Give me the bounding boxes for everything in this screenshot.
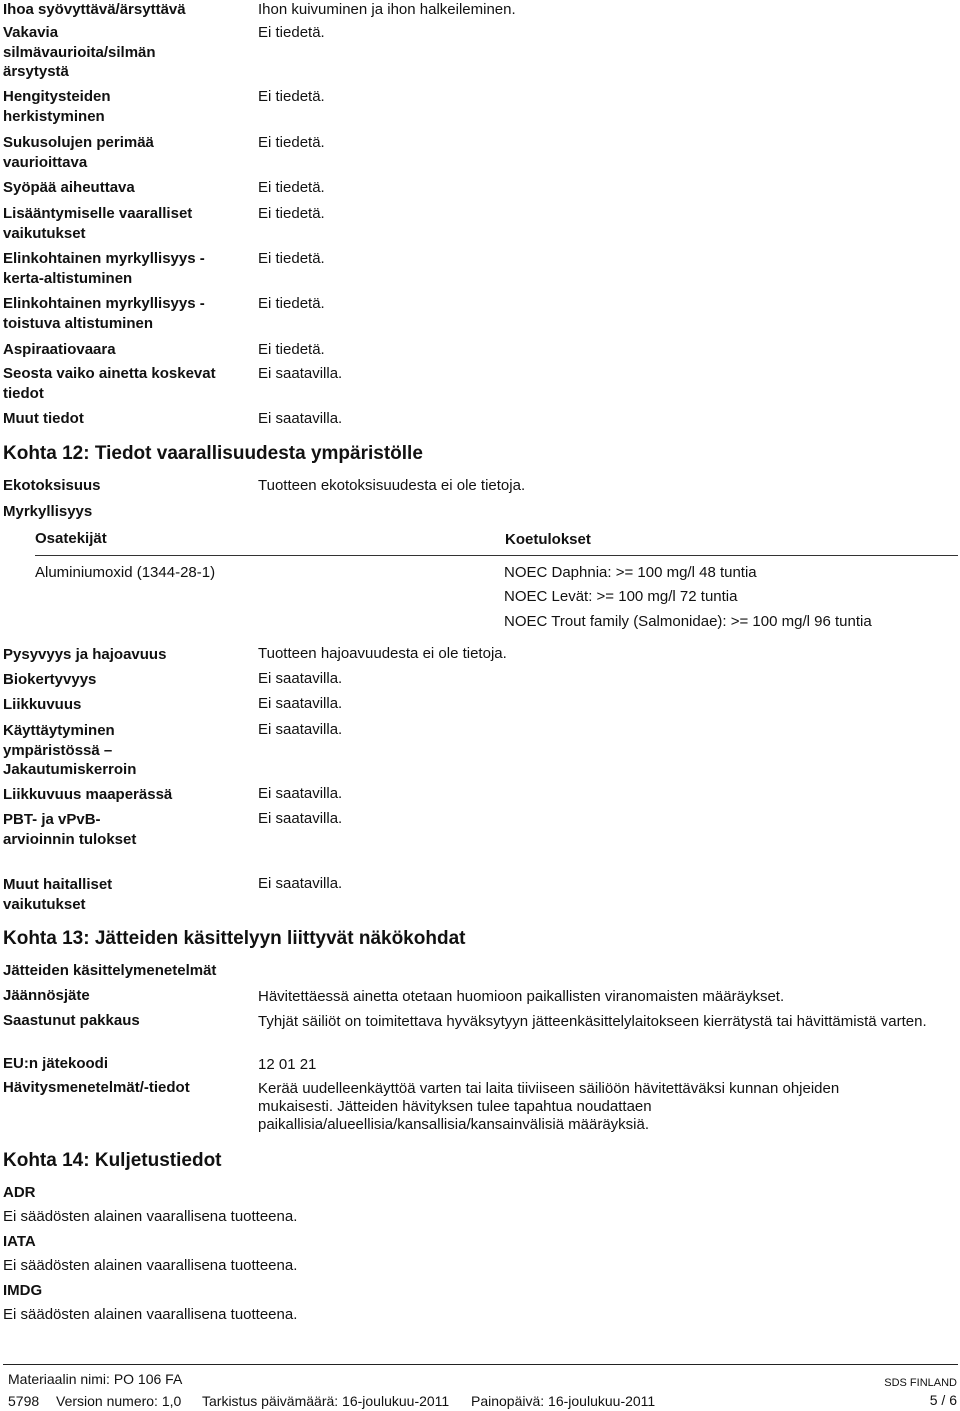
footer-print-date: Painopäivä: 16-joulukuu-2011 bbox=[471, 1393, 656, 1409]
env-label-pbt: PBT- ja vPvB-arvioinnin tulokset bbox=[3, 811, 137, 848]
table-result: NOEC Trout family (Salmonidae): >= 100 mg/l 96 tuntia bbox=[504, 613, 872, 630]
transport-value-adr: Ei säädösten alainen vaarallisena tuotteena. bbox=[3, 1208, 298, 1225]
health-value-stot-repeated: Ei tiedetä. bbox=[258, 295, 325, 312]
packaging-label: Saastunut pakkaus bbox=[3, 1012, 140, 1029]
health-label-other: Muut tiedot bbox=[3, 410, 84, 427]
table-result: NOEC Daphnia: >= 100 mg/l 48 tuntia bbox=[504, 564, 757, 581]
footer-doc-id: 5798 bbox=[8, 1393, 40, 1409]
transport-value-imdg: Ei säädösten alainen vaarallisena tuotteena. bbox=[3, 1306, 298, 1323]
ecotoxicity-value: Tuotteen ekotoksisuudesta ei ole tietoja. bbox=[258, 477, 526, 494]
footer-region: SDS FINLAND bbox=[884, 1377, 957, 1389]
env-label-bioaccumulation: Biokertyvyys bbox=[3, 671, 97, 688]
packaging-value: Tyhjät säiliöt on toimitettava hyväksytyyn jätteenkäsittelylaitokseen kierrätystä tai hävittämistä varten. bbox=[258, 1013, 927, 1030]
env-value-other-effects: Ei saatavilla. bbox=[258, 875, 343, 892]
env-value-mobility: Ei saatavilla. bbox=[258, 695, 343, 712]
health-label-aspiration: Aspiraatiovaara bbox=[3, 341, 116, 358]
env-label-partition: Käyttäytyminen ympäristössä – Jakautumiskerroin bbox=[3, 722, 137, 778]
residue-value: Hävitettäessä ainetta otetaan huomioon paikallisten viranomaisten määräykset. bbox=[258, 988, 785, 1005]
table-header-rule bbox=[35, 555, 958, 556]
health-value-stot-single: Ei tiedetä. bbox=[258, 250, 325, 267]
disposal-label: Hävitysmenetelmät/-tiedot bbox=[3, 1079, 190, 1096]
health-value-aspiration: Ei tiedetä. bbox=[258, 341, 325, 358]
table-component: Aluminiumoxid (1344-28-1) bbox=[35, 564, 216, 581]
section-12-heading: Kohta 12: Tiedot vaarallisuudesta ympäristölle bbox=[3, 443, 423, 464]
health-label-stot-repeated: Elinkohtainen myrkyllisyys - toistuva altistuminen bbox=[3, 295, 205, 332]
health-value-mutagenic: Ei tiedetä. bbox=[258, 134, 325, 151]
health-label-stot-single: Elinkohtainen myrkyllisyys - kerta-altistuminen bbox=[3, 250, 205, 287]
waste-code-value: 12 01 21 bbox=[258, 1056, 317, 1073]
health-value-mixture: Ei saatavilla. bbox=[258, 365, 343, 382]
ecotoxicity-label: Ekotoksisuus bbox=[3, 477, 101, 494]
table-result: NOEC Levät: >= 100 mg/l 72 tuntia bbox=[504, 588, 738, 605]
health-label-mixture: Seosta vaiko ainetta koskevat tiedot bbox=[3, 365, 216, 402]
env-value-partition: Ei saatavilla. bbox=[258, 721, 343, 738]
health-value-carcinogenic: Ei tiedetä. bbox=[258, 179, 325, 196]
health-label-reproductive: Lisääntymiselle vaaralliset vaikutukset bbox=[3, 205, 193, 242]
health-value-skin: Ihon kuivuminen ja ihon halkeileminen. bbox=[258, 1, 516, 18]
env-label-mobility: Liikkuvuus bbox=[3, 696, 82, 713]
env-label-soil-mobility: Liikkuvuus maaperässä bbox=[3, 786, 173, 803]
footer-review-date: Tarkistus päivämäärä: 16-joulukuu-2011 bbox=[202, 1393, 450, 1409]
transport-value-iata: Ei säädösten alainen vaarallisena tuotteena. bbox=[3, 1257, 298, 1274]
transport-label-iata: IATA bbox=[3, 1233, 36, 1250]
transport-label-adr: ADR bbox=[3, 1184, 36, 1201]
waste-code-label: EU:n jätekoodi bbox=[3, 1055, 109, 1072]
health-value-other: Ei saatavilla. bbox=[258, 410, 343, 427]
health-label-carcinogenic: Syöpää aiheuttava bbox=[3, 179, 135, 196]
table-header-results: Koetulokset bbox=[505, 531, 591, 548]
health-label-skin: Ihoa syövyttävä/ärsyttävä bbox=[3, 1, 186, 18]
disposal-value: Kerää uudelleenkäyttöä varten tai laita tiiviiseen säiliöön hävitettäväksi kunnan ohjeiden mukaisesti. Jätteiden hävityksen tulee tapahtua noudattaen paikallisia/alueellisia/kansallisia/kansainvälisiä määräyksiä. bbox=[258, 1080, 840, 1133]
residue-label: Jäännösjäte bbox=[3, 987, 90, 1004]
transport-label-imdg: IMDG bbox=[3, 1282, 43, 1299]
health-value-eye: Ei tiedetä. bbox=[258, 24, 325, 41]
env-value-bioaccumulation: Ei saatavilla. bbox=[258, 670, 343, 687]
health-value-reproductive: Ei tiedetä. bbox=[258, 205, 325, 222]
health-label-eye: Vakavia silmävaurioita/silmän ärsytystä bbox=[3, 24, 156, 80]
toxicity-label: Myrkyllisyys bbox=[3, 503, 93, 520]
env-label-persistence: Pysyvyys ja hajoavuus bbox=[3, 646, 167, 663]
footer-page-number: 5 / 6 bbox=[929, 1392, 957, 1408]
env-value-soil-mobility: Ei saatavilla. bbox=[258, 785, 343, 802]
health-label-respiratory: Hengitysteiden herkistyminen bbox=[3, 88, 111, 125]
footer-version: Version numero: 1,0 bbox=[56, 1393, 182, 1409]
env-label-other-effects: Muut haitalliset vaikutukset bbox=[3, 876, 113, 913]
health-value-respiratory: Ei tiedetä. bbox=[258, 88, 325, 105]
table-header-components: Osatekijät bbox=[35, 530, 107, 547]
waste-methods-label: Jätteiden käsittelymenetelmät bbox=[3, 962, 217, 979]
health-label-mutagenic: Sukusolujen perimää vaurioittava bbox=[3, 134, 154, 171]
footer-material-name: Materiaalin nimi: PO 106 FA bbox=[8, 1371, 183, 1387]
section-13-heading: Kohta 13: Jätteiden käsittelyyn liittyvät näkökohdat bbox=[3, 928, 466, 949]
env-value-persistence: Tuotteen hajoavuudesta ei ole tietoja. bbox=[258, 645, 507, 662]
footer-rule bbox=[3, 1364, 958, 1365]
section-14-heading: Kohta 14: Kuljetustiedot bbox=[3, 1150, 222, 1171]
env-value-pbt: Ei saatavilla. bbox=[258, 810, 343, 827]
